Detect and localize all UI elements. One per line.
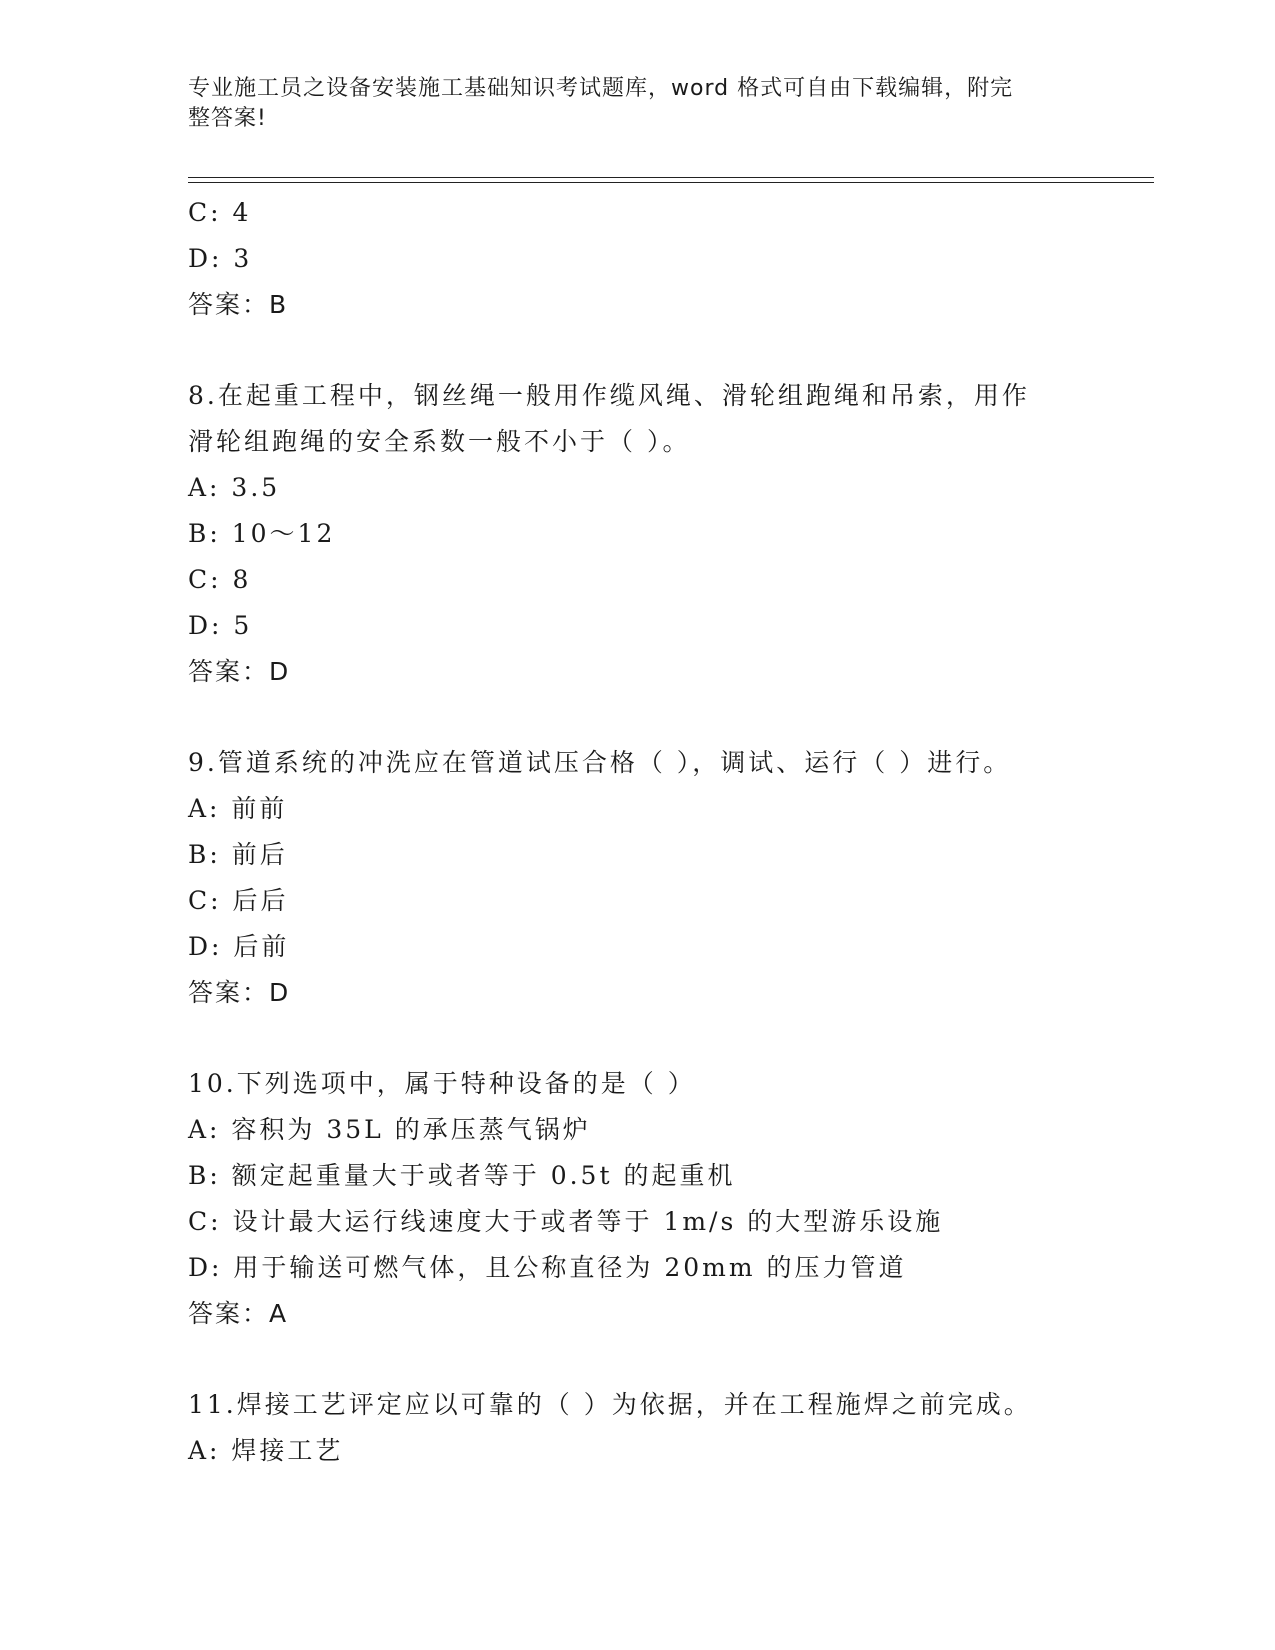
question-list (188, 190, 1068, 1474)
option-d: D: 3 (188, 244, 253, 273)
option-d: D: 用于输送可燃气体，且公称直径为 20mm 的压力管道 (188, 1253, 907, 1282)
answer-label: 答案：B (188, 290, 289, 319)
option-a: A: 容积为 35L 的承压蒸气锅炉 (188, 1115, 591, 1144)
option-b: B: 10～12 (188, 519, 336, 548)
spacer (188, 1337, 1068, 1382)
header-divider-bottom (188, 182, 1154, 183)
header-title-line-2: 整答案! (188, 106, 267, 131)
question-8 (188, 373, 1068, 695)
question-7-continuation (188, 190, 1068, 328)
option-a: A: 前前 (188, 794, 288, 823)
option-a: A: 3.5 (188, 473, 281, 502)
question-stem: 10.下列选项中，属于特种设备的是（ ） (188, 1069, 696, 1098)
option-d: D: 5 (188, 611, 253, 640)
question-stem: 9.管道系统的冲洗应在管道试压合格（ ），调试、运行（ ）进行。 (188, 748, 1012, 777)
question-stem-continued: 滑轮组跑绳的安全系数一般不小于（ ）。 (188, 427, 691, 456)
header-divider-top (188, 177, 1154, 178)
spacer (188, 1016, 1068, 1061)
question-11 (188, 1382, 1068, 1474)
answer-label: 答案：D (188, 978, 291, 1007)
option-c: C: 4 (188, 198, 252, 227)
spacer (188, 328, 1068, 373)
option-b: B: 额定起重量大于或者等于 0.5t 的起重机 (188, 1161, 736, 1190)
option-c: C: 8 (188, 565, 252, 594)
option-a: A: 焊接工艺 (188, 1436, 344, 1465)
option-b: B: 前后 (188, 840, 288, 869)
document-header (188, 74, 1068, 134)
header-title-line-1: 专业施工员之设备安装施工基础知识考试题库，word 格式可自由下载编辑，附完 (188, 76, 1014, 101)
spacer (188, 695, 1068, 740)
option-c: C: 后后 (188, 886, 289, 915)
question-stem: 11.焊接工艺评定应以可靠的（ ）为依据，并在工程施焊之前完成。 (188, 1390, 1032, 1419)
option-d: D: 后前 (188, 932, 290, 961)
answer-label: 答案：A (188, 1299, 289, 1328)
question-10 (188, 1061, 1068, 1337)
option-c: C: 设计最大运行线速度大于或者等于 1m/s 的大型游乐设施 (188, 1207, 944, 1236)
question-9 (188, 740, 1068, 1016)
question-stem: 8.在起重工程中，钢丝绳一般用作缆风绳、滑轮组跑绳和吊索，用作 (188, 381, 1030, 410)
answer-label: 答案：D (188, 657, 291, 686)
